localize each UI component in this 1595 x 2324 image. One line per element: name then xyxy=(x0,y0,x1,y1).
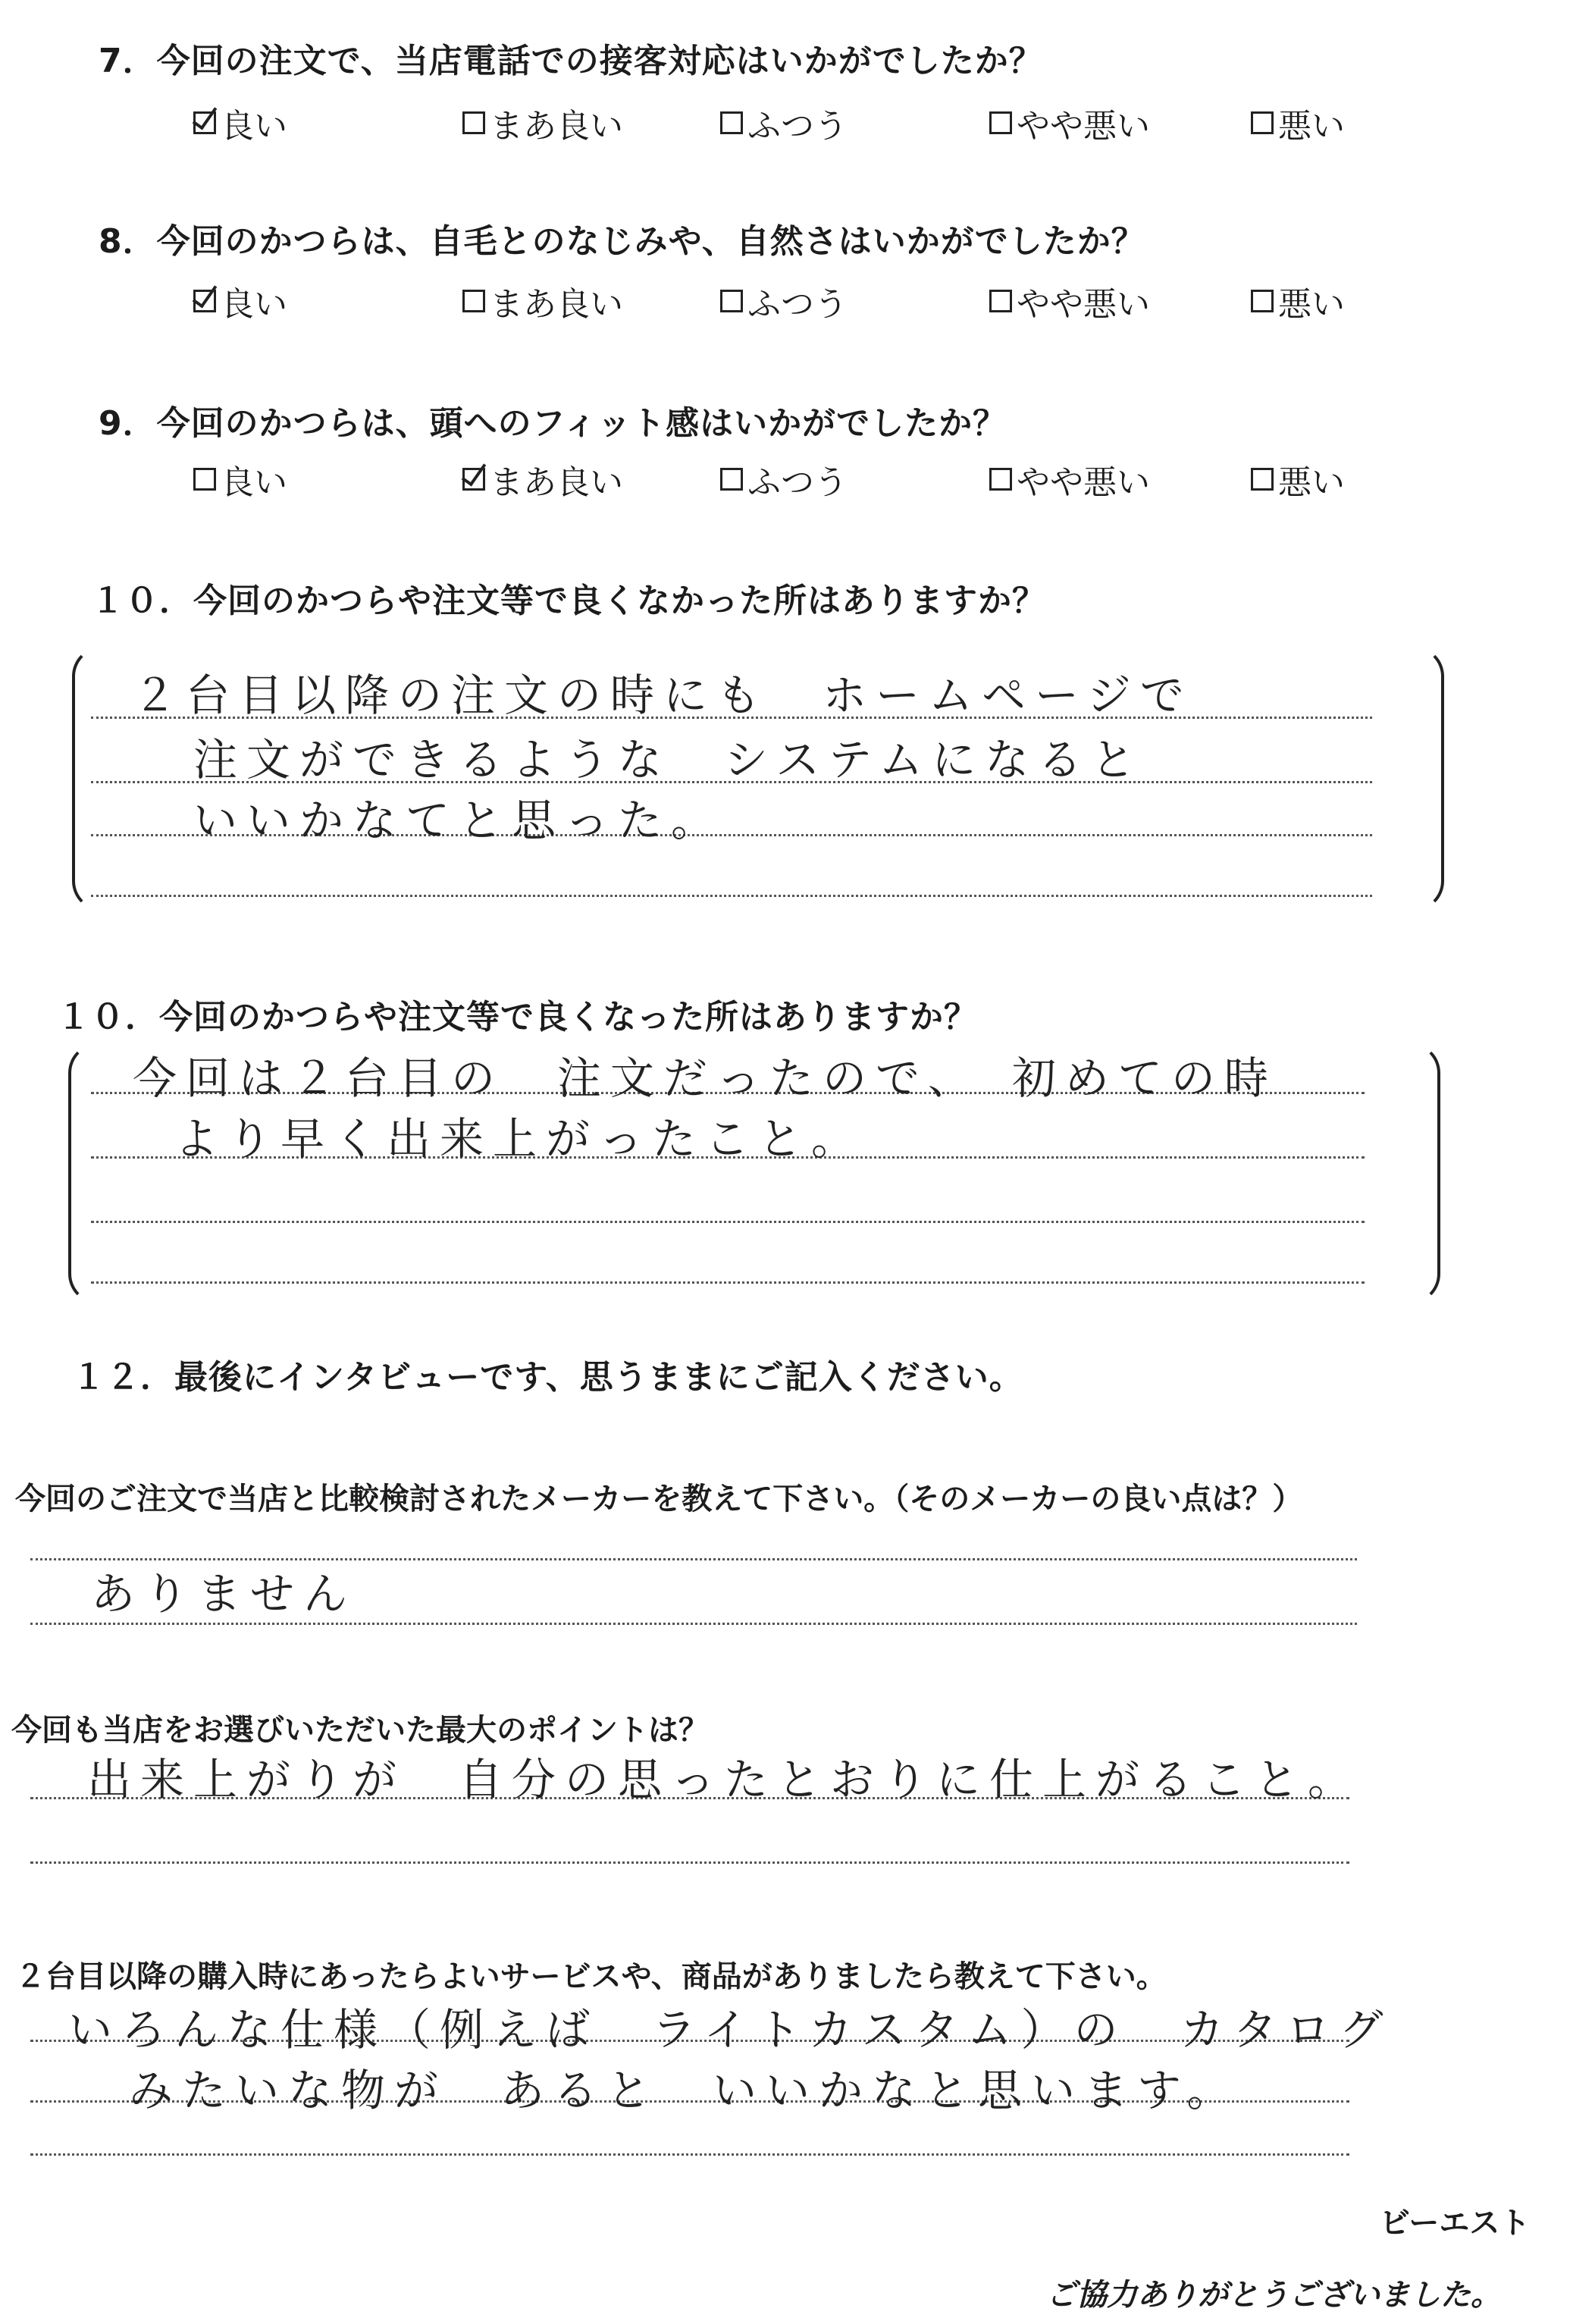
interview-answer-3-line-2: みたいな物が あると いいかなと思います。 xyxy=(129,2065,1240,2116)
q10a-line-4 xyxy=(91,895,1372,897)
q9-checkbox-4[interactable] xyxy=(989,468,1012,491)
interview-answer-1: ありません xyxy=(91,1568,357,1620)
q7-title: 7．今回の注文で、当店電話での接客対応はいかがでしたか？ xyxy=(99,42,1043,80)
q9-option-1[interactable] xyxy=(193,455,287,503)
q8-option-3[interactable] xyxy=(720,277,848,325)
interview-3-line-3 xyxy=(30,2153,1349,2156)
q9-option-5[interactable] xyxy=(1251,455,1345,503)
q7-option-2[interactable] xyxy=(462,99,623,147)
q8-checkbox-2[interactable] xyxy=(462,290,485,312)
q8-option-4[interactable] xyxy=(989,277,1150,325)
company-name: ビーエスト xyxy=(1380,2206,1531,2241)
q8-checkbox-3[interactable] xyxy=(720,290,743,312)
q10a-answer-line-3: いいかなてと思った。 xyxy=(193,795,725,846)
q7-option-5[interactable] xyxy=(1251,99,1345,147)
q9-title: 9．今回のかつらは、頭へのフィット感はいかがでしたか？ xyxy=(99,404,1007,443)
q7-checkbox-3[interactable] xyxy=(720,111,743,134)
q9-option-label-4: やや悪い xyxy=(1017,463,1150,502)
q8-checkbox-5[interactable] xyxy=(1251,290,1274,312)
interview-prompt-2: 今回も当店をお選びいただいた最大のポイントは？ xyxy=(11,1713,709,1748)
q7-checkbox-1[interactable] xyxy=(193,111,216,134)
q7-option-label-4: やや悪い xyxy=(1017,107,1150,146)
q9-checkbox-3[interactable] xyxy=(720,468,743,491)
q9-option-label-2: まあ良い xyxy=(490,463,623,502)
q10b-line-3 xyxy=(91,1221,1365,1223)
q8-option-2[interactable] xyxy=(462,277,623,325)
q8-checkbox-1[interactable] xyxy=(193,290,216,312)
q7-option-4[interactable] xyxy=(989,99,1150,147)
q7-option-3[interactable] xyxy=(720,99,848,147)
q8-option-1[interactable] xyxy=(193,277,287,325)
q12-title: １２．最後にインタビューです、思うままにご記入ください。 xyxy=(72,1358,1023,1397)
q7-option-1[interactable] xyxy=(193,99,287,147)
q9-option-label-5: 悪い xyxy=(1278,463,1345,502)
interview-answer-2: 出来上がりが 自分の思ったとおりに仕上がること。 xyxy=(87,1754,1362,1805)
q7-checkbox-5[interactable] xyxy=(1251,111,1274,134)
q9-option-label-1: 良い xyxy=(221,463,287,502)
q9-checkbox-2[interactable] xyxy=(462,468,485,491)
q8-option-5[interactable] xyxy=(1251,277,1345,325)
q7-option-label-3: ふつう xyxy=(747,107,848,146)
q7-checkbox-4[interactable] xyxy=(989,111,1012,134)
q8-title: 8．今回のかつらは、自毛とのなじみや、自然さはいかがでしたか？ xyxy=(99,222,1145,261)
q8-option-label-5: 悪い xyxy=(1278,285,1345,324)
interview-1-line-2 xyxy=(30,1623,1357,1625)
q7-option-label-1: 良い xyxy=(221,107,287,146)
q9-checkbox-5[interactable] xyxy=(1251,468,1274,491)
q10a-title: １０．今回のかつらや注文等で良くなかった所はありますか？ xyxy=(91,582,1046,620)
q8-option-label-2: まあ良い xyxy=(490,285,623,324)
q10b-line-4 xyxy=(91,1281,1365,1284)
interview-2-line-2 xyxy=(30,1861,1349,1864)
q9-option-label-3: ふつう xyxy=(747,463,848,502)
q10b-answer-line-1: 今回は２台目の 注文だったので、 初めての時 xyxy=(133,1052,1277,1104)
q10a-answer-line-1: ２台目以降の注文の時にも ホームページで xyxy=(133,670,1193,721)
interview-answer-3-line-1: いろんな仕様（例えば ライトカスタム）の カタログ xyxy=(68,2004,1393,2056)
q8-option-label-1: 良い xyxy=(221,285,287,324)
q9-option-4[interactable] xyxy=(989,455,1150,503)
q8-option-label-4: やや悪い xyxy=(1017,285,1150,324)
q10b-answer-line-2: より早く出来上がったこと。 xyxy=(174,1113,865,1165)
q10b-title: １０．今回のかつらや注文等で良くなった所はありますか？ xyxy=(57,998,978,1037)
interview-prompt-1: 今回のご注文で当店と比較検討されたメーカーを教えて下さい。（そのメーカーの良い点は？） xyxy=(15,1482,1303,1516)
q10a-answer-line-2: 注文ができるような システムになると xyxy=(193,734,1145,786)
q9-option-3[interactable] xyxy=(720,455,848,503)
q7-option-label-2: まあ良い xyxy=(490,107,623,146)
q7-option-label-5: 悪い xyxy=(1278,107,1345,146)
thanks-message: ご協力ありがとうございました。 xyxy=(1046,2278,1501,2313)
interview-prompt-3: ２台目以降の購入時にあったらよいサービスや、商品がありましたら教えて下さい。 xyxy=(15,1959,1167,1994)
q9-checkbox-1[interactable] xyxy=(193,468,216,491)
q8-option-label-3: ふつう xyxy=(747,285,848,324)
q7-checkbox-2[interactable] xyxy=(462,111,485,134)
q9-option-2[interactable] xyxy=(462,455,623,503)
q8-checkbox-4[interactable] xyxy=(989,290,1012,312)
